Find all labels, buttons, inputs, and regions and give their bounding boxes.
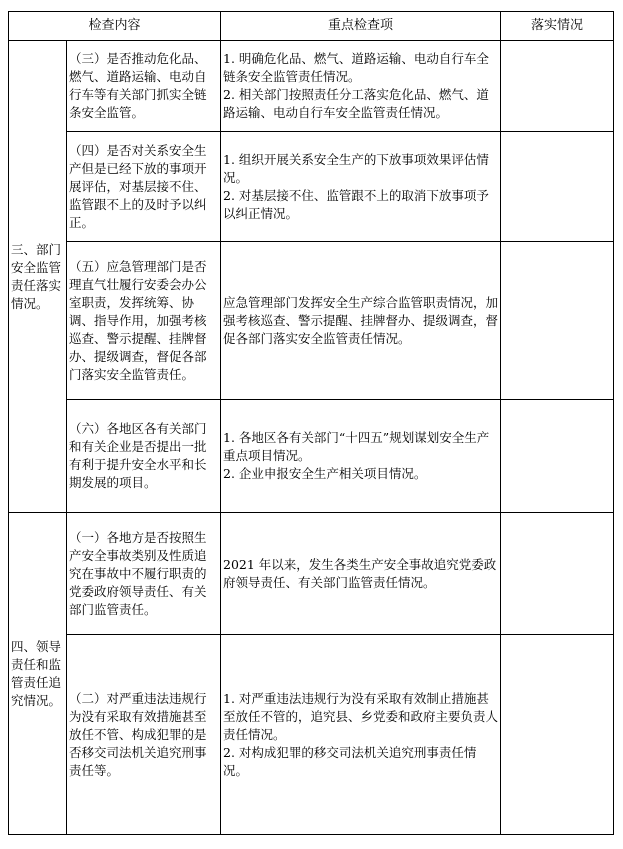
key-points bbox=[221, 242, 501, 400]
check-item: （一）各地方是否按照生产安全事故类别及性质追究在事故中不履行职责的党委政府领导责任、有关部门监管责任。 bbox=[67, 513, 221, 635]
check-item: （二）对严重违法违规行为没有采取有效措施甚至放任不管、构成犯罪的是否移交司法机关追究刑事责任等。 bbox=[67, 635, 221, 835]
implementation-cell bbox=[501, 41, 614, 132]
header-content: 检查内容 bbox=[9, 12, 221, 41]
key-point: 2. 相关部门按照责任分工落实危化品、燃气、道路运输、电动自行车安全监管责任情况。 bbox=[223, 87, 489, 120]
implementation-cell bbox=[501, 635, 614, 835]
header-key-items: 重点检查项 bbox=[221, 12, 501, 41]
key-point: 1. 对严重违法违规行为没有采取有效制止措施甚至放任不管的，追究县、乡党委和政府主要负责人责任情况。 bbox=[223, 690, 499, 742]
key-point: 2. 对基层接不住、监管跟不上的取消下放事项予以纠正情况。 bbox=[223, 187, 489, 221]
key-points bbox=[221, 132, 501, 242]
section-title: 三、部门安全监管责任落实情况。 bbox=[9, 41, 67, 513]
key-points bbox=[221, 635, 501, 835]
table-row bbox=[9, 41, 614, 132]
key-point: 应急管理部门发挥安全生产综合监管职责情况，加强考核巡查、警示提醒、挂牌督办、提级调查，督促各部门落实安全监管责任情况。 bbox=[223, 294, 499, 346]
key-point: 2021 年以来，发生各类生产安全事故追究党委政府领导责任、有关部门监管责任情况。 bbox=[223, 556, 497, 590]
key-point: 1. 明确危化品、燃气、道路运输、电动自行车全链条安全监管责任情况。 bbox=[223, 51, 489, 84]
key-point: 1. 组织开展关系安全生产的下放事项效果评估情况。 bbox=[223, 151, 489, 185]
table-row bbox=[9, 635, 614, 835]
key-point: 2. 对构成犯罪的移交司法机关追究刑事责任情况。 bbox=[223, 744, 477, 778]
table-row bbox=[9, 132, 614, 242]
header-implementation: 落实情况 bbox=[501, 12, 614, 41]
section-title: 四、领导责任和监管责任追究情况。 bbox=[9, 513, 67, 835]
implementation-cell bbox=[501, 242, 614, 400]
implementation-cell bbox=[501, 400, 614, 513]
check-item: （四）是否对关系安全生产但是已经下放的事项开展评估，对基层接不住、监管跟不上的及时予以纠正。 bbox=[67, 132, 221, 242]
table-header-row bbox=[9, 12, 614, 41]
inspection-table bbox=[8, 11, 614, 835]
key-points bbox=[221, 400, 501, 513]
implementation-cell bbox=[501, 132, 614, 242]
check-item: （六）各地区各有关部门和有关企业是否提出一批有利于提升安全水平和长期发展的项目。 bbox=[67, 400, 221, 513]
table-row bbox=[9, 400, 614, 513]
key-point: 1. 各地区各有关部门“十四五”规划谋划安全生产重点项目情况。 bbox=[223, 430, 490, 463]
key-points bbox=[221, 41, 501, 132]
implementation-cell bbox=[501, 513, 614, 635]
key-points bbox=[221, 513, 501, 635]
key-point: 2. 企业申报安全生产相关项目情况。 bbox=[223, 466, 427, 481]
table-row bbox=[9, 513, 614, 635]
check-item: （五）应急管理部门是否理直气壮履行安委会办公室职责，发挥统筹、协调、指导作用，加强考核巡查、警示提醒、挂牌督办、提级调查，督促各部门落实安全监管责任。 bbox=[67, 242, 221, 400]
check-item: （三）是否推动危化品、燃气、道路运输、电动自行车等有关部门抓实全链条安全监管。 bbox=[67, 41, 221, 132]
table-row bbox=[9, 242, 614, 400]
